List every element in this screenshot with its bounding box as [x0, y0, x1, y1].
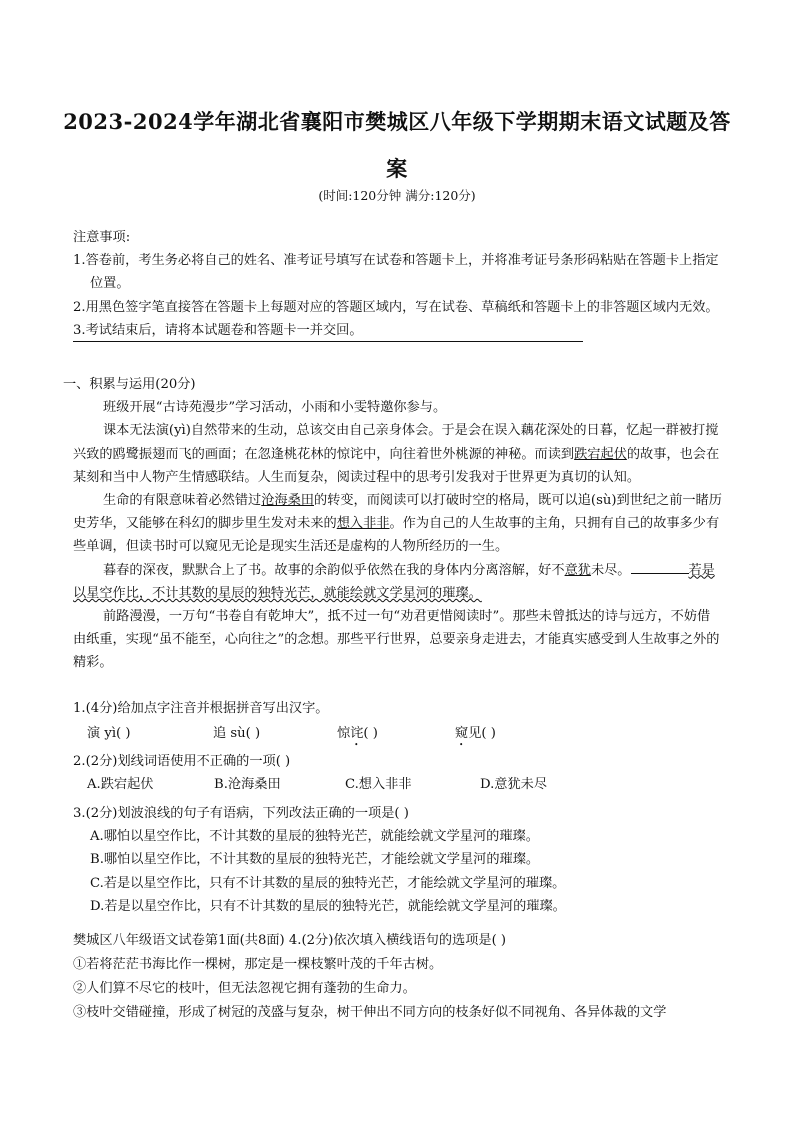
notice-item-1: 1.答卷前，考生务必将自己的姓名、准考证号填写在试卷和答题卡上，并将准考证号条形码粘贴在答题卡上指定位置。: [73, 253, 719, 292]
notice-item-2: 2.用黑色签字笔直接答在答题卡上每题对应的答题区域内，写在试卷、草稿纸和答题卡上的非答题区域内无效。: [73, 299, 719, 315]
fill-blank: [631, 559, 689, 574]
q2-option-a: A.跌宕起伏: [87, 777, 154, 793]
q2-option-b: B.沧海桑田: [214, 777, 281, 793]
passage-intro: 班级开展“古诗苑漫步”学习活动，小雨和小雯特邀你参与。: [103, 400, 447, 416]
passage-paragraph-2: 生命的有限意味着必然错过沧海桑田的转变，而阅读可以打破时空的格局，既可以追(sù)到世纪之前一睹历史芳华，又能够在科幻的脚步里生发对未来的想入非非。作为自己的人生故事的主角，只拥有自己的故事多少有些单调，但读书时可以窥见无论是现实生活还是虚构的人物所经历的一生。: [73, 493, 722, 555]
section-accumulation: [63, 373, 723, 675]
q1-item-3: 惊诧( ): [337, 726, 378, 742]
q3-option-d: D.若是以星空作比，只有不计其数的星辰的独特光芒，就能绘就文学星河的璀璨。: [90, 898, 566, 914]
exam-time-info: (时间:120分钟 满分:120分): [318, 188, 476, 203]
q1-item-4: 窥见( ): [455, 726, 496, 742]
section-heading: 一、积累与运用(20分): [63, 377, 196, 392]
q2-option-d: D.意犹未尽: [480, 777, 548, 793]
question-1-stem: 1.(4分)给加点字注音并根据拼音写出汉字。: [73, 701, 329, 716]
q3-option-c: C.若是以星空作比，只有不计其数的星辰的独特光芒，才能绘就文学星河的璀璨。: [90, 875, 566, 891]
underlined-word-3: 想入非非: [336, 516, 390, 532]
q4-sentence-1: ①若将茫茫书海比作一棵树，那定是一棵枝繁叶茂的千年古树。: [73, 957, 443, 972]
notice-section: [73, 226, 723, 342]
question-1-items: [73, 722, 723, 749]
question-2-options: [73, 773, 723, 796]
q1-item-2: 追 sù( ): [213, 726, 261, 742]
page-title: 2023-2024学年湖北省襄阳市樊城区八年级下学期期末语文试题及答案: [63, 109, 731, 181]
underlined-word-4: 意犹: [564, 562, 591, 578]
passage-paragraph-3: 暮春的深夜，默默合上了书。故事的余韵似乎依然在我的身体内分离溶解，好不意犹未尽。 若是以星空作比，不计其数的星辰的独特光芒，就能绘就文学星河的璀璨。: [73, 559, 723, 605]
wavy-sentence: 若是以星空作比，不计其数的星辰的独特光芒，就能绘就文学星河的璀璨。: [73, 562, 715, 601]
question-2-stem: 2.(2分)划线词语使用不正确的一项( ): [73, 754, 291, 769]
notice-item-3: 3.考试结束后，请将本试题卷和答题卡一并交回。: [73, 321, 583, 342]
q3-option-b: B.哪怕以星空作比，不计其数的星辰的独特光芒，才能绘就文学星河的璀璨。: [90, 852, 540, 868]
q4-sentence-3: ③枝叶交错碰撞，形成了树冠的茂盛与复杂，树干伸出不同方向的枝条好似不同视角、各异体裁的文学: [73, 1005, 667, 1020]
question-3: [73, 802, 723, 918]
question-4: [73, 929, 723, 1025]
notice-heading: 注意事项:: [73, 230, 131, 245]
page-footer-and-q4-stem: 樊城区八年级语文试卷第1面(共8面) 4.(2分)依次填入横线语句的选项是( ): [73, 933, 507, 948]
q2-option-c: C.想入非非: [345, 777, 412, 793]
underlined-word-2: 沧海桑田: [261, 493, 314, 509]
passage-paragraph-4: 前路漫漫，一万句“书卷自有乾坤大”，抵不过一句“劝君更惜阅读时”。那些未曾抵达的诗与远方，不妨借由纸重，实现“虽不能至，心向往之”的念想。那些平行世界，总要亲身走进去，才能真实感受到人生故事之外的精彩。: [73, 609, 720, 671]
question-2: [73, 750, 723, 796]
q1-item-1: 演 yì( ): [87, 726, 131, 742]
underlined-word-1: 跌宕起伏: [574, 446, 627, 462]
question-3-stem: 3.(2分)划波浪线的句子有语病，下列改法正确的一项是( ): [73, 806, 409, 821]
q4-sentence-2: ②人们算不尽它的枝叶，但无法忽视它拥有蓬勃的生命力。: [73, 981, 416, 996]
q3-option-a: A.哪怕以星空作比，不计其数的星辰的独特光芒，就能绘就文学星河的璀璨。: [90, 829, 539, 845]
question-1: [73, 697, 723, 749]
passage-paragraph-1: 课本无法演(yì)自然带来的生动，总该交由自己亲身体会。于是会在误入藕花深处的日暮，忆起一群被打搅兴致的鸥鹭振翅而飞的画面；在忽逢桃花林的惊诧中，向往着世外桃源的神秘。而读到跌宕起伏的故事，也会在某刻和当中人物产生情感联结。人生而复杂，阅读过程中的思考引发我对于世界更为真切的认知。: [73, 423, 720, 485]
